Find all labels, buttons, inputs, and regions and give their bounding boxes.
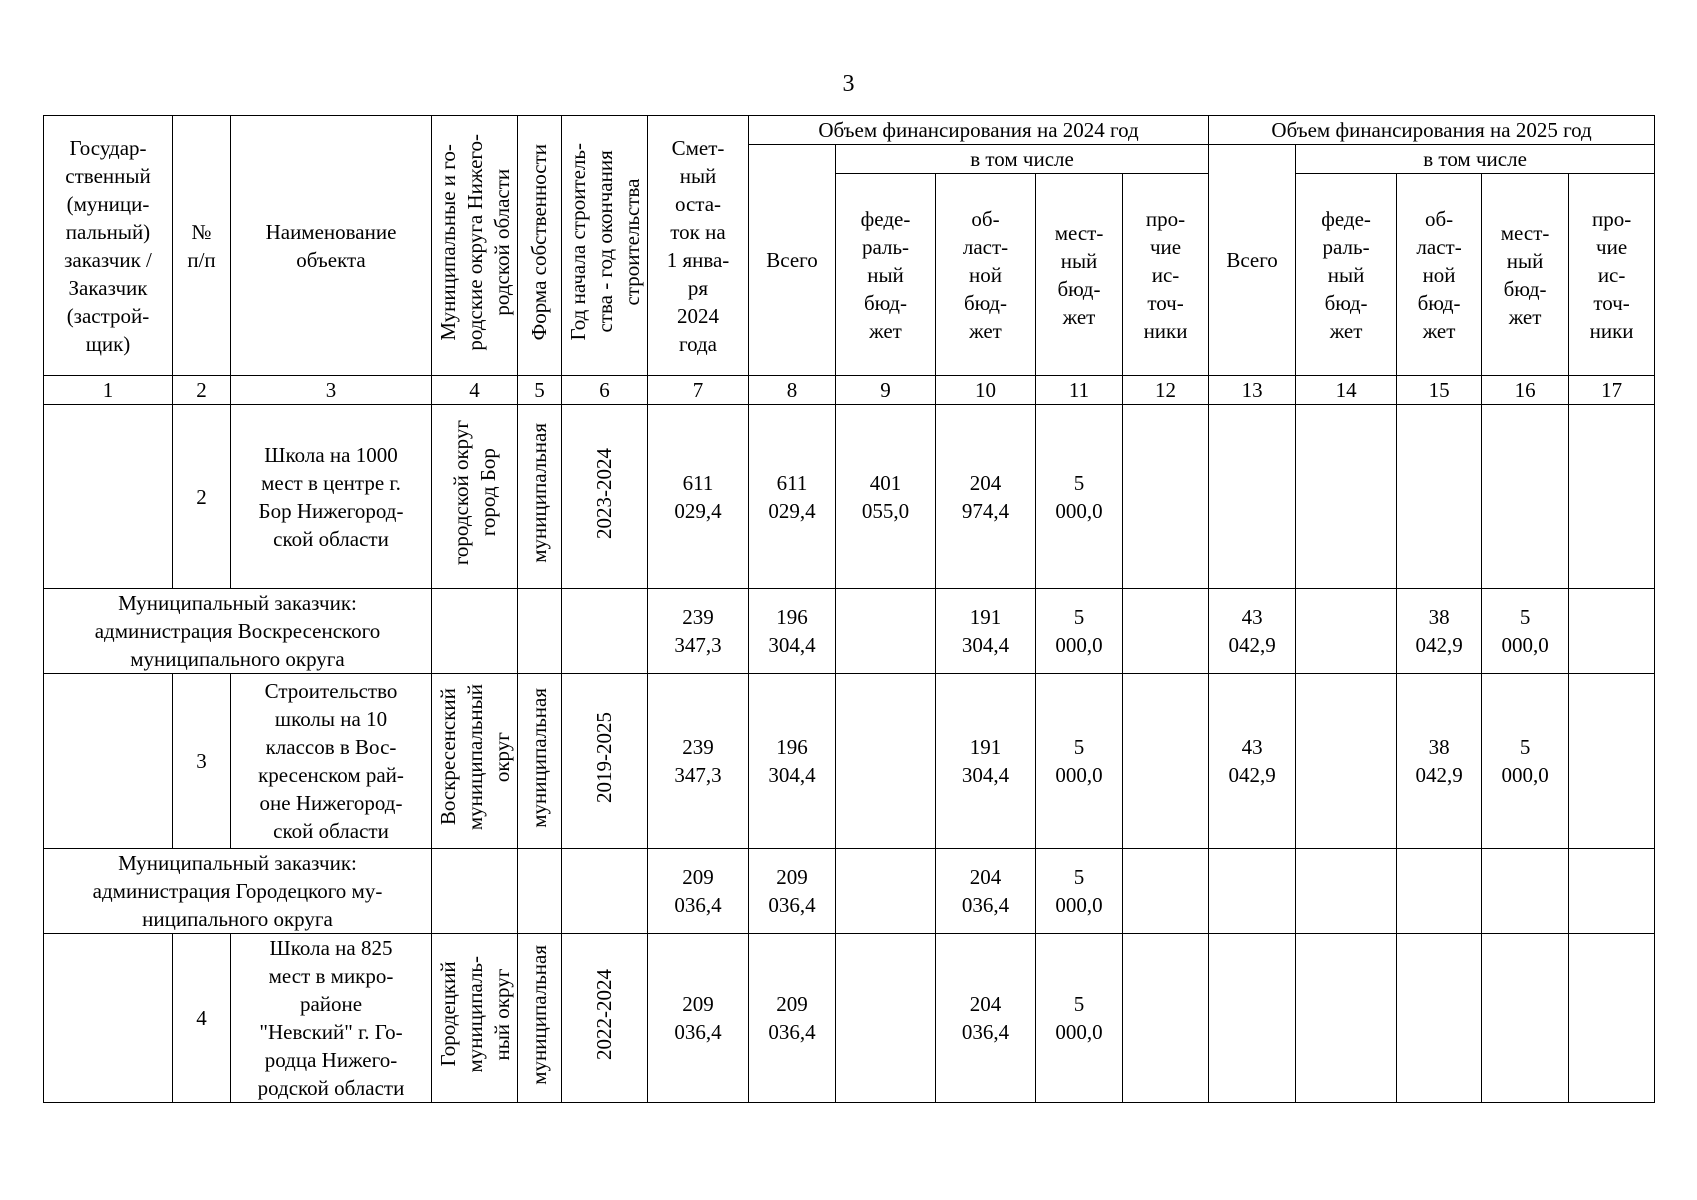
other-2024: [1123, 849, 1209, 934]
object-district: [432, 849, 518, 934]
page-number: 3: [842, 71, 855, 97]
header-group-2024: Объем финансирования на 2024 год: [749, 116, 1209, 145]
regional-2025: [1397, 934, 1482, 1103]
local-2025: [1482, 405, 1569, 589]
local-2025: [1482, 849, 1569, 934]
header-other-2025: про- чие ис- точ- ники: [1569, 174, 1655, 376]
header-estimate: Смет- ный оста- ток на 1 янва- ря 2024 года: [648, 116, 749, 376]
estimate-value: 209 036,4: [648, 934, 749, 1103]
regional-2024: 204 036,4: [936, 849, 1036, 934]
other-2024: [1123, 934, 1209, 1103]
header-number: № п/п: [173, 116, 231, 376]
column-number: 11: [1036, 376, 1123, 405]
object-years: 2022-2024: [562, 934, 648, 1103]
federal-2024: [836, 934, 936, 1103]
other-2024: [1123, 405, 1209, 589]
column-number: 12: [1123, 376, 1209, 405]
column-number: 8: [749, 376, 836, 405]
header-group-2025: Объем финансирования на 2025 год: [1209, 116, 1655, 145]
object-years: 2019-2025: [562, 674, 648, 849]
header-total-2024: Всего: [749, 145, 836, 376]
federal-2025: [1296, 589, 1397, 674]
customer-row: [44, 849, 1655, 934]
column-numbers-row: [44, 376, 1655, 405]
object-years: [562, 849, 648, 934]
local-2025: [1482, 934, 1569, 1103]
other-2025: [1569, 589, 1655, 674]
header-other-2024: про- чие ис- точ- ники: [1123, 174, 1209, 376]
total-2025: [1209, 405, 1296, 589]
object-ownership: [518, 589, 562, 674]
regional-2025: 38 042,9: [1397, 589, 1482, 674]
column-number: 1: [44, 376, 173, 405]
total-2024: 196 304,4: [749, 589, 836, 674]
column-number: 3: [231, 376, 432, 405]
federal-2024: [836, 589, 936, 674]
column-number: 2: [173, 376, 231, 405]
total-2024: 196 304,4: [749, 674, 836, 849]
object-number: 2: [173, 405, 231, 589]
federal-2024: [836, 849, 936, 934]
header-federal-2024: феде- раль- ный бюд- жет: [836, 174, 936, 376]
regional-2024: 191 304,4: [936, 674, 1036, 849]
column-number: 10: [936, 376, 1036, 405]
customer-cell: [44, 405, 173, 589]
regional-2025: [1397, 405, 1482, 589]
customer-label: Муниципальный заказчик: администрация Воскресенского муниципального округа: [44, 589, 432, 674]
header-total-2025: Всего: [1209, 145, 1296, 376]
local-2024: 5 000,0: [1036, 405, 1123, 589]
column-number: 16: [1482, 376, 1569, 405]
object-ownership: муниципальная: [518, 674, 562, 849]
regional-2025: [1397, 849, 1482, 934]
object-district: [432, 589, 518, 674]
object-number: 4: [173, 934, 231, 1103]
other-2024: [1123, 674, 1209, 849]
total-2025: 43 042,9: [1209, 589, 1296, 674]
table-row: [44, 934, 1655, 1103]
header-local-2025: мест- ный бюд- жет: [1482, 174, 1569, 376]
column-number: 5: [518, 376, 562, 405]
local-2024: 5 000,0: [1036, 934, 1123, 1103]
total-2024: 209 036,4: [749, 849, 836, 934]
customer-cell: [44, 934, 173, 1103]
estimate-value: 239 347,3: [648, 674, 749, 849]
column-number: 14: [1296, 376, 1397, 405]
header-regional-2024: об- ласт- ной бюд- жет: [936, 174, 1036, 376]
column-number: 6: [562, 376, 648, 405]
column-number: 9: [836, 376, 936, 405]
other-2025: [1569, 849, 1655, 934]
object-ownership: [518, 849, 562, 934]
total-2024: 611 029,4: [749, 405, 836, 589]
other-2025: [1569, 405, 1655, 589]
federal-2024: 401 055,0: [836, 405, 936, 589]
header-incl-2025: в том числе: [1296, 145, 1655, 174]
federal-2025: [1296, 934, 1397, 1103]
total-2025: [1209, 849, 1296, 934]
object-name: Строительство школы на 10 классов в Вос- кресенском рай- оне Нижегород- ской области: [231, 674, 432, 849]
table-row: [44, 405, 1655, 589]
regional-2025: 38 042,9: [1397, 674, 1482, 849]
column-number: 7: [648, 376, 749, 405]
object-ownership: муниципальная: [518, 405, 562, 589]
customer-cell: [44, 674, 173, 849]
column-number: 15: [1397, 376, 1482, 405]
regional-2024: 204 974,4: [936, 405, 1036, 589]
federal-2025: [1296, 849, 1397, 934]
column-number: 17: [1569, 376, 1655, 405]
column-number: 4: [432, 376, 518, 405]
local-2025: 5 000,0: [1482, 674, 1569, 849]
object-ownership: муниципальная: [518, 934, 562, 1103]
header-ownership: Форма собственности: [518, 116, 562, 376]
header-local-2024: мест- ный бюд- жет: [1036, 174, 1123, 376]
header-object-name: Наименование объекта: [231, 116, 432, 376]
regional-2024: 191 304,4: [936, 589, 1036, 674]
total-2024: 209 036,4: [749, 934, 836, 1103]
header-regional-2025: об- ласт- ной бюд- жет: [1397, 174, 1482, 376]
other-2025: [1569, 674, 1655, 849]
regional-2024: 204 036,4: [936, 934, 1036, 1103]
estimate-value: 209 036,4: [648, 849, 749, 934]
estimate-value: 239 347,3: [648, 589, 749, 674]
federal-2025: [1296, 405, 1397, 589]
object-years: [562, 589, 648, 674]
object-district: Городецкий муниципаль- ный округ: [432, 934, 518, 1103]
local-2024: 5 000,0: [1036, 674, 1123, 849]
local-2025: 5 000,0: [1482, 589, 1569, 674]
header-customer: Государ- ственный (муници- пальный) заказчик / Заказчик (застрой- щик): [44, 116, 173, 376]
financing-table: [43, 115, 1655, 1103]
object-name: Школа на 1000 мест в центре г. Бор Нижегород- ской области: [231, 405, 432, 589]
header-years: Год начала строитель- ства - год окончания строительства: [562, 116, 648, 376]
federal-2025: [1296, 674, 1397, 849]
local-2024: 5 000,0: [1036, 849, 1123, 934]
object-number: 3: [173, 674, 231, 849]
header-districts: Муниципальные и го- родские округа Нижего- родской области: [432, 116, 518, 376]
customer-label: Муниципальный заказчик: администрация Городецкого му- ниципального округа: [44, 849, 432, 934]
column-number: 13: [1209, 376, 1296, 405]
table-row: [44, 674, 1655, 849]
customer-row: [44, 589, 1655, 674]
federal-2024: [836, 674, 936, 849]
header-federal-2025: феде- раль- ный бюд- жет: [1296, 174, 1397, 376]
other-2025: [1569, 934, 1655, 1103]
total-2025: 43 042,9: [1209, 674, 1296, 849]
local-2024: 5 000,0: [1036, 589, 1123, 674]
estimate-value: 611 029,4: [648, 405, 749, 589]
total-2025: [1209, 934, 1296, 1103]
object-district: Воскресенский муниципальный округ: [432, 674, 518, 849]
other-2024: [1123, 589, 1209, 674]
object-district: городской округ город Бор: [432, 405, 518, 589]
header-incl-2024: в том числе: [836, 145, 1209, 174]
object-years: 2023-2024: [562, 405, 648, 589]
object-name: Школа на 825 мест в микро- районе "Невский" г. Го- родца Нижего- родской области: [231, 934, 432, 1103]
